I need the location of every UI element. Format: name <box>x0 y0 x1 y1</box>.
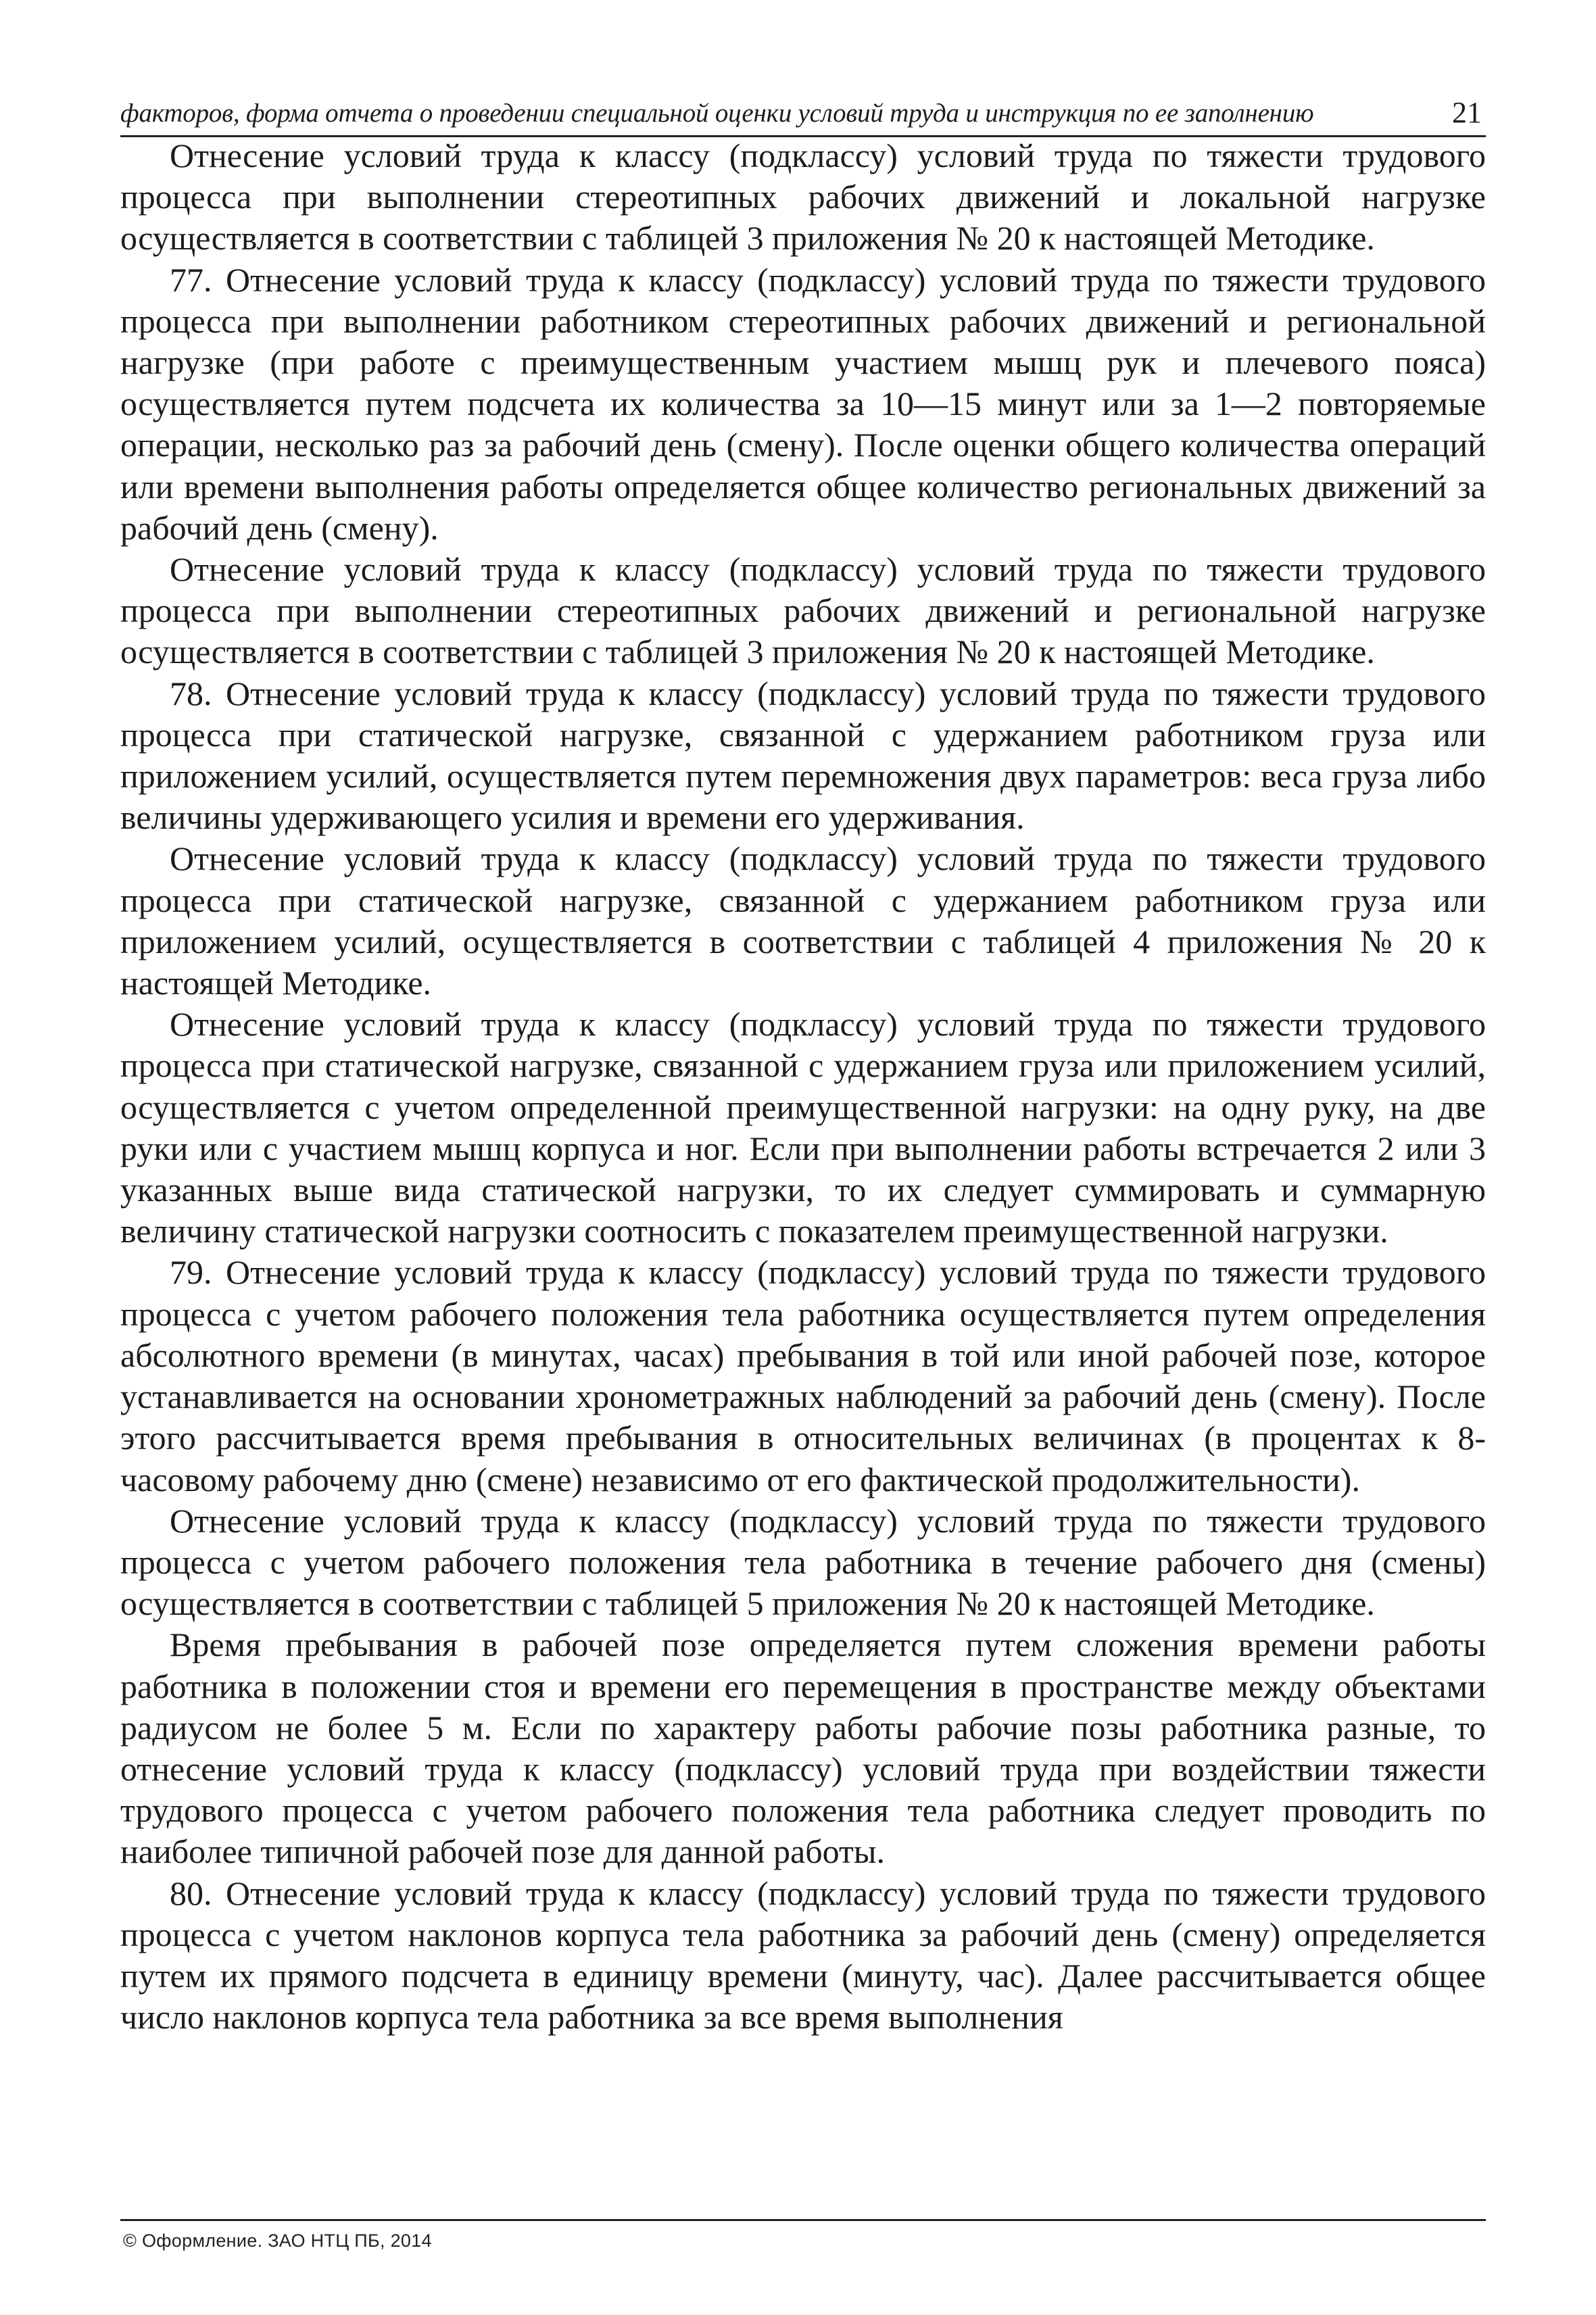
paragraph-clause-77: 77. Отнесение условий труда к классу (подклассу) условий труда по тяжести трудового процесса при выполнении работником стереотипных рабочих движений и региональной нагрузке (при работе с преимущественным участием мышц рук и плечевого пояса) осуществляется путем подсчета их количества за 10—15 минут или за 1—2 повторяемые операции, несколько раз за рабочий день (смену). После оценки общего количества операций или времени выполнения работы определяется общее количество региональных движений за рабочий день (смену). <box>120 260 1486 547</box>
running-header <box>120 81 1486 137</box>
body-text <box>120 135 1486 2038</box>
page-number: 21 <box>1452 96 1482 129</box>
paragraph-clause-78: 78. Отнесение условий труда к классу (подклассу) условий труда по тяжести трудового процесса при статической нагрузке, связанной с удержанием работником груза или приложением усилий, осуществляется путем перемножения двух параметров: веса груза либо величины удерживающего усилия и времени его удерживания. <box>120 674 1486 837</box>
paragraph: Отнесение условий труда к классу (подклассу) условий труда по тяжести трудового процесса при выполнении стереотипных рабочих движений и региональной нагрузке осуществляется в соответствии с таблицей 3 приложения № 20 к настоящей Методике. <box>120 550 1486 671</box>
paragraph: Время пребывания в рабочей позе определяется путем сложения времени работы работника в положении стоя и времени его перемещения в пространстве между объектами радиусом не более 5 м. Если по характеру работы рабочие позы работника разные, то отнесение условий труда к классу (подклассу) условий труда при воздействии тяжести трудового процесса с учетом рабочего положения тела работника следует проводить по наиболее типичной рабочей позе для данной работы. <box>120 1626 1486 1871</box>
paragraph: Отнесение условий труда к классу (подклассу) условий труда по тяжести трудового процесса при статической нагрузке, связанной с удержанием работником груза или приложением усилий, осуществляется в соответствии с таблицей 4 приложения № 20 к настоящей Методике. <box>120 839 1486 1002</box>
footer-divider <box>120 2219 1486 2221</box>
paragraph-clause-80: 80. Отнесение условий труда к классу (подклассу) условий труда по тяжести трудового процесса с учетом наклонов корпуса тела работника за рабочий день (смену) определяется путем их прямого подсчета в единицу времени (минуту, час). Далее рассчитывается общее число наклонов корпуса тела работника за все время выполнения <box>120 1874 1486 2037</box>
paragraph: Отнесение условий труда к классу (подклассу) условий труда по тяжести трудового процесса при выполнении стереотипных рабочих движений и локальной нагрузке осуществляется в соответствии с таблицей 3 приложения № 20 к настоящей Методике. <box>120 137 1486 258</box>
paragraph: Отнесение условий труда к классу (подклассу) условий труда по тяжести трудового процесса при статической нагрузке, связанной с удержанием груза или приложением усилий, осуществляется с учетом определенной преимущественной нагрузки: на одну руку, на две руки или с участием мышц корпуса и ног. Если при выполнении работы встречается 2 или 3 указанных выше вида статической нагрузки, то их следует суммировать и суммарную величину статической нагрузки соотносить с показателем преимущественной нагрузки. <box>120 1005 1486 1250</box>
footer-copyright: © Оформление. ЗАО НТЦ ПБ, 2014 <box>123 2231 432 2251</box>
paragraph-clause-79: 79. Отнесение условий труда к классу (подклассу) условий труда по тяжести трудового процесса с учетом рабочего положения тела работника осуществляется путем определения абсолютного времени (в минутах, часах) пребывания в той или иной рабочей позе, которое устанавливается на основании хронометражных наблюдений за рабочий день (смену). После этого рассчитывается время пребывания в относительных величинах (в процентах к 8-часовому рабочему дню (смене) независимо от его фактической продолжительности). <box>120 1253 1486 1498</box>
paragraph: Отнесение условий труда к классу (подклассу) условий труда по тяжести трудового процесса с учетом рабочего положения тела работника в течение рабочего дня (смены) осуществляется в соответствии с таблицей 5 приложения № 20 к настоящей Методике. <box>120 1501 1486 1623</box>
running-title: факторов, форма отчета о проведении специальной оценки условий труда и инструкция по ее заполнению <box>120 99 1314 128</box>
